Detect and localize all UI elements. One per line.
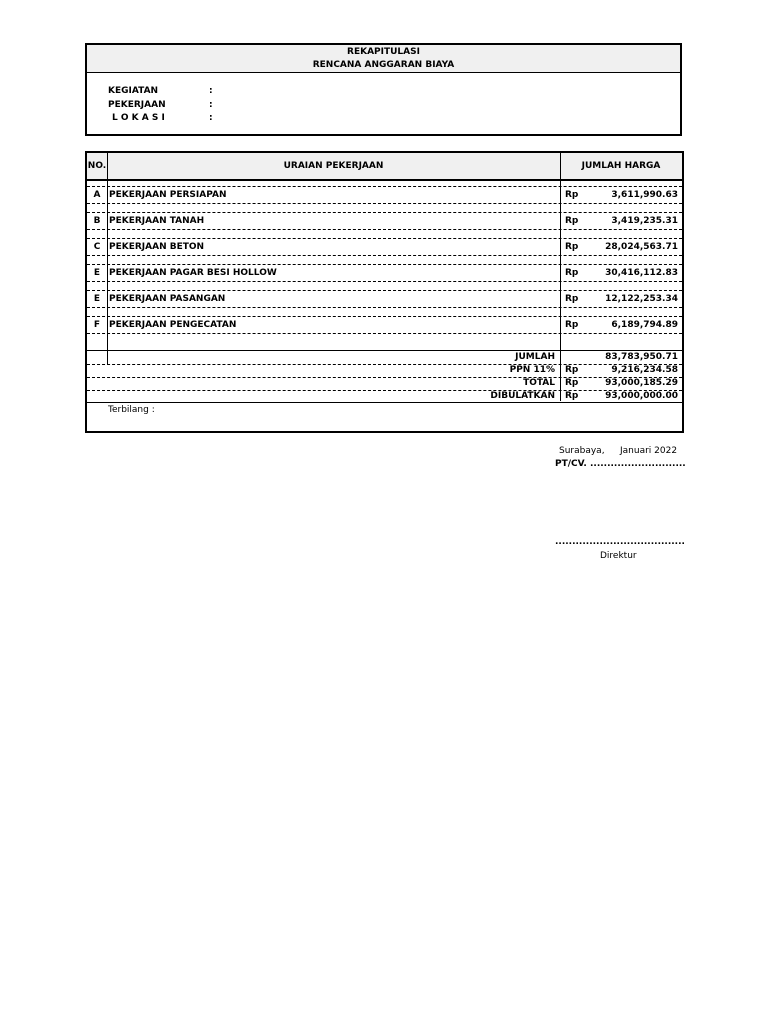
row-item: PEKERJAAN PENGECATAN — [109, 320, 237, 330]
title-rab: RENCANA ANGGARAN BIAYA — [312, 60, 455, 70]
row-item: PEKERJAAN PAGAR BESI HOLLOW — [109, 268, 277, 278]
field-kegiatan-sep: : — [209, 86, 213, 96]
rab-table — [85, 151, 684, 433]
row-item: PEKERJAAN PERSIAPAN — [109, 190, 227, 200]
row-amount: 30,416,112.83 — [605, 268, 678, 278]
header-divider — [87, 179, 682, 181]
total-currency: Rp — [565, 365, 579, 375]
row-dashed-line — [87, 316, 682, 317]
field-lokasi-label: L O K A S I — [112, 113, 165, 123]
terbilang-label: Terbilang : — [108, 405, 155, 415]
row-dashed-line — [87, 203, 682, 204]
row-dashed-line — [87, 333, 682, 334]
row-currency: Rp — [565, 320, 579, 330]
row-currency: Rp — [565, 242, 579, 252]
row-dashed-line — [87, 307, 682, 308]
total-amount: 9,216,234.58 — [611, 365, 678, 375]
col-header-harga: JUMLAH HARGA — [581, 161, 661, 171]
header-title-block — [87, 45, 680, 73]
signature-line: ...................................... — [555, 537, 685, 547]
row-currency: Rp — [565, 216, 579, 226]
totals-divider — [87, 350, 682, 351]
signature-role: Direktur — [600, 551, 637, 561]
total-label: TOTAL — [523, 378, 555, 388]
total-currency: Rp — [565, 378, 579, 388]
row-dashed-line — [87, 186, 682, 187]
total-currency: Rp — [565, 391, 579, 401]
row-dashed-line — [87, 212, 682, 213]
row-currency: Rp — [565, 294, 579, 304]
row-item: PEKERJAAN TANAH — [109, 216, 205, 226]
total-label: DIBULATKAN — [490, 391, 555, 401]
terbilang-divider — [87, 402, 682, 403]
total-label: JUMLAH — [515, 352, 555, 362]
signature-city: Surabaya, — [559, 446, 605, 456]
row-dashed-line — [87, 264, 682, 265]
field-kegiatan-label: KEGIATAN — [108, 86, 159, 96]
row-amount: 12,122,253.34 — [605, 294, 678, 304]
row-amount: 3,419,235.31 — [611, 216, 678, 226]
row-no: F — [93, 320, 101, 330]
col-header-no: NO. — [87, 161, 107, 171]
signature-date: Januari 2022 — [620, 446, 678, 456]
row-amount: 28,024,563.71 — [605, 242, 678, 252]
row-amount: 3,611,990.63 — [611, 190, 678, 200]
row-no: E — [93, 294, 101, 304]
field-pekerjaan-sep: : — [209, 100, 213, 110]
title-rekapitulasi: REKAPITULASI — [347, 47, 420, 57]
row-dashed-line — [87, 238, 682, 239]
total-label: PPN 11% — [509, 365, 555, 375]
header-box — [85, 43, 682, 136]
row-dashed-line — [87, 290, 682, 291]
row-no: B — [93, 216, 101, 226]
row-no: E — [93, 268, 101, 278]
row-amount: 6,189,794.89 — [611, 320, 678, 330]
col-header-uraian: URAIAN PEKERJAAN — [283, 161, 384, 171]
row-no: C — [93, 242, 101, 252]
row-item: PEKERJAAN PASANGAN — [109, 294, 226, 304]
row-dashed-line — [87, 229, 682, 230]
signature-company: PT/CV. ............................ — [555, 459, 686, 469]
row-item: PEKERJAAN BETON — [109, 242, 205, 252]
row-currency: Rp — [565, 190, 579, 200]
total-amount: 93,000,000.00 — [605, 391, 678, 401]
field-lokasi-sep: : — [209, 113, 213, 123]
total-amount: 93,000,185.29 — [605, 378, 678, 388]
row-currency: Rp — [565, 268, 579, 278]
row-dashed-line — [87, 255, 682, 256]
field-pekerjaan-label: PEKERJAAN — [108, 100, 166, 110]
total-amount: 83,783,950.71 — [605, 352, 678, 362]
row-no: A — [93, 190, 101, 200]
row-dashed-line — [87, 281, 682, 282]
